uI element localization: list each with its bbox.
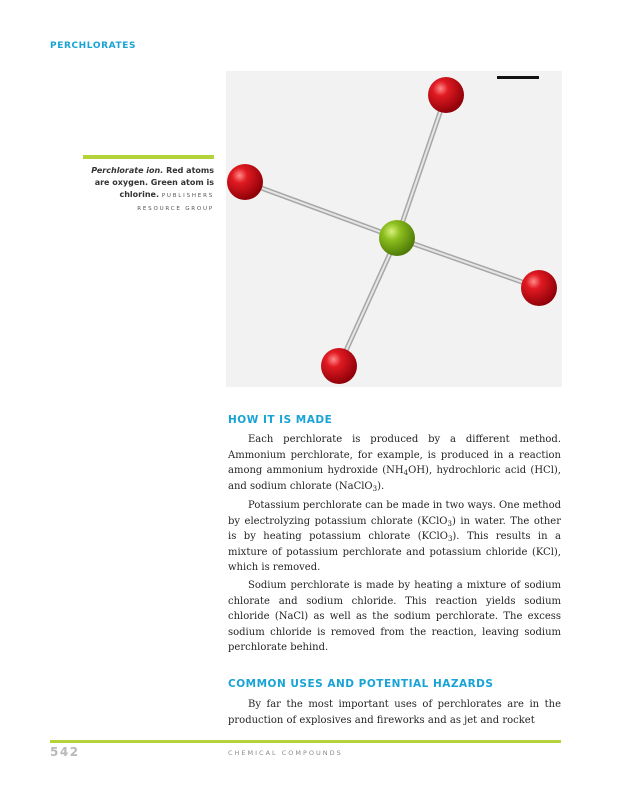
chlorine-atom: [379, 220, 415, 256]
perchlorate-molecule-illustration: [226, 71, 562, 387]
footer-book-title: CHEMICAL COMPOUNDS: [228, 749, 343, 757]
section-heading-uses-hazards: COMMON USES AND POTENTIAL HAZARDS: [228, 678, 494, 690]
oxygen-atom-top: [428, 77, 464, 113]
paragraph-sodium: Sodium perchlorate is made by heating a mixture of sodium chlorate and sodium chloride. This reaction yields sodium chloride (NaCl) as well as the sodium perchlorate. The excess sodium chloride is removed from the reaction, leaving sodium perchlorate behind.: [228, 580, 561, 653]
section-heading-how-it-is-made: HOW IT IS MADE: [228, 414, 333, 426]
scale-bar: [497, 76, 539, 79]
caption-rule: [83, 155, 214, 159]
caption-text: Red atoms are oxygen. Green atom is chlorine.: [94, 166, 214, 199]
paragraph-ammonium: Each perchlorate is produced by a different method. Ammonium perchlorate, for example, is produced in a reaction among ammonium hydroxide $(NH_4OH)$, hydrochloric acid (HCl), and sodium chlorate (NaClO$_3$).: [228, 434, 561, 493]
running-head: PERCHLORATES: [50, 41, 137, 51]
oxygen-atom-left: [227, 164, 263, 200]
paragraph-uses: By far the most important uses of perchlorates are in the production of explosives and fireworks and as jet and rocket: [228, 699, 561, 726]
molecule-figure: [226, 71, 562, 387]
oxygen-atom-bottom: [321, 348, 357, 384]
oxygen-atom-right: [521, 270, 557, 306]
caption-credit: PUBLISHERS RESOURCE GROUP: [137, 193, 214, 212]
caption-title: Perchlorate ion.: [91, 166, 164, 175]
page-number: 542: [50, 745, 80, 759]
paragraph-potassium: Potassium perchlorate can be made in two ways. One method by electrolyzing potassium chlorate (KClO$_3$) in water. The other is by heating potassium chlorate (KClO$_3$). This results in a mixture of potassium perchlorate and potassium chloride (KCl), which is removed.: [228, 500, 561, 573]
figure-caption: [83, 165, 214, 215]
footer-rule: [50, 740, 561, 743]
